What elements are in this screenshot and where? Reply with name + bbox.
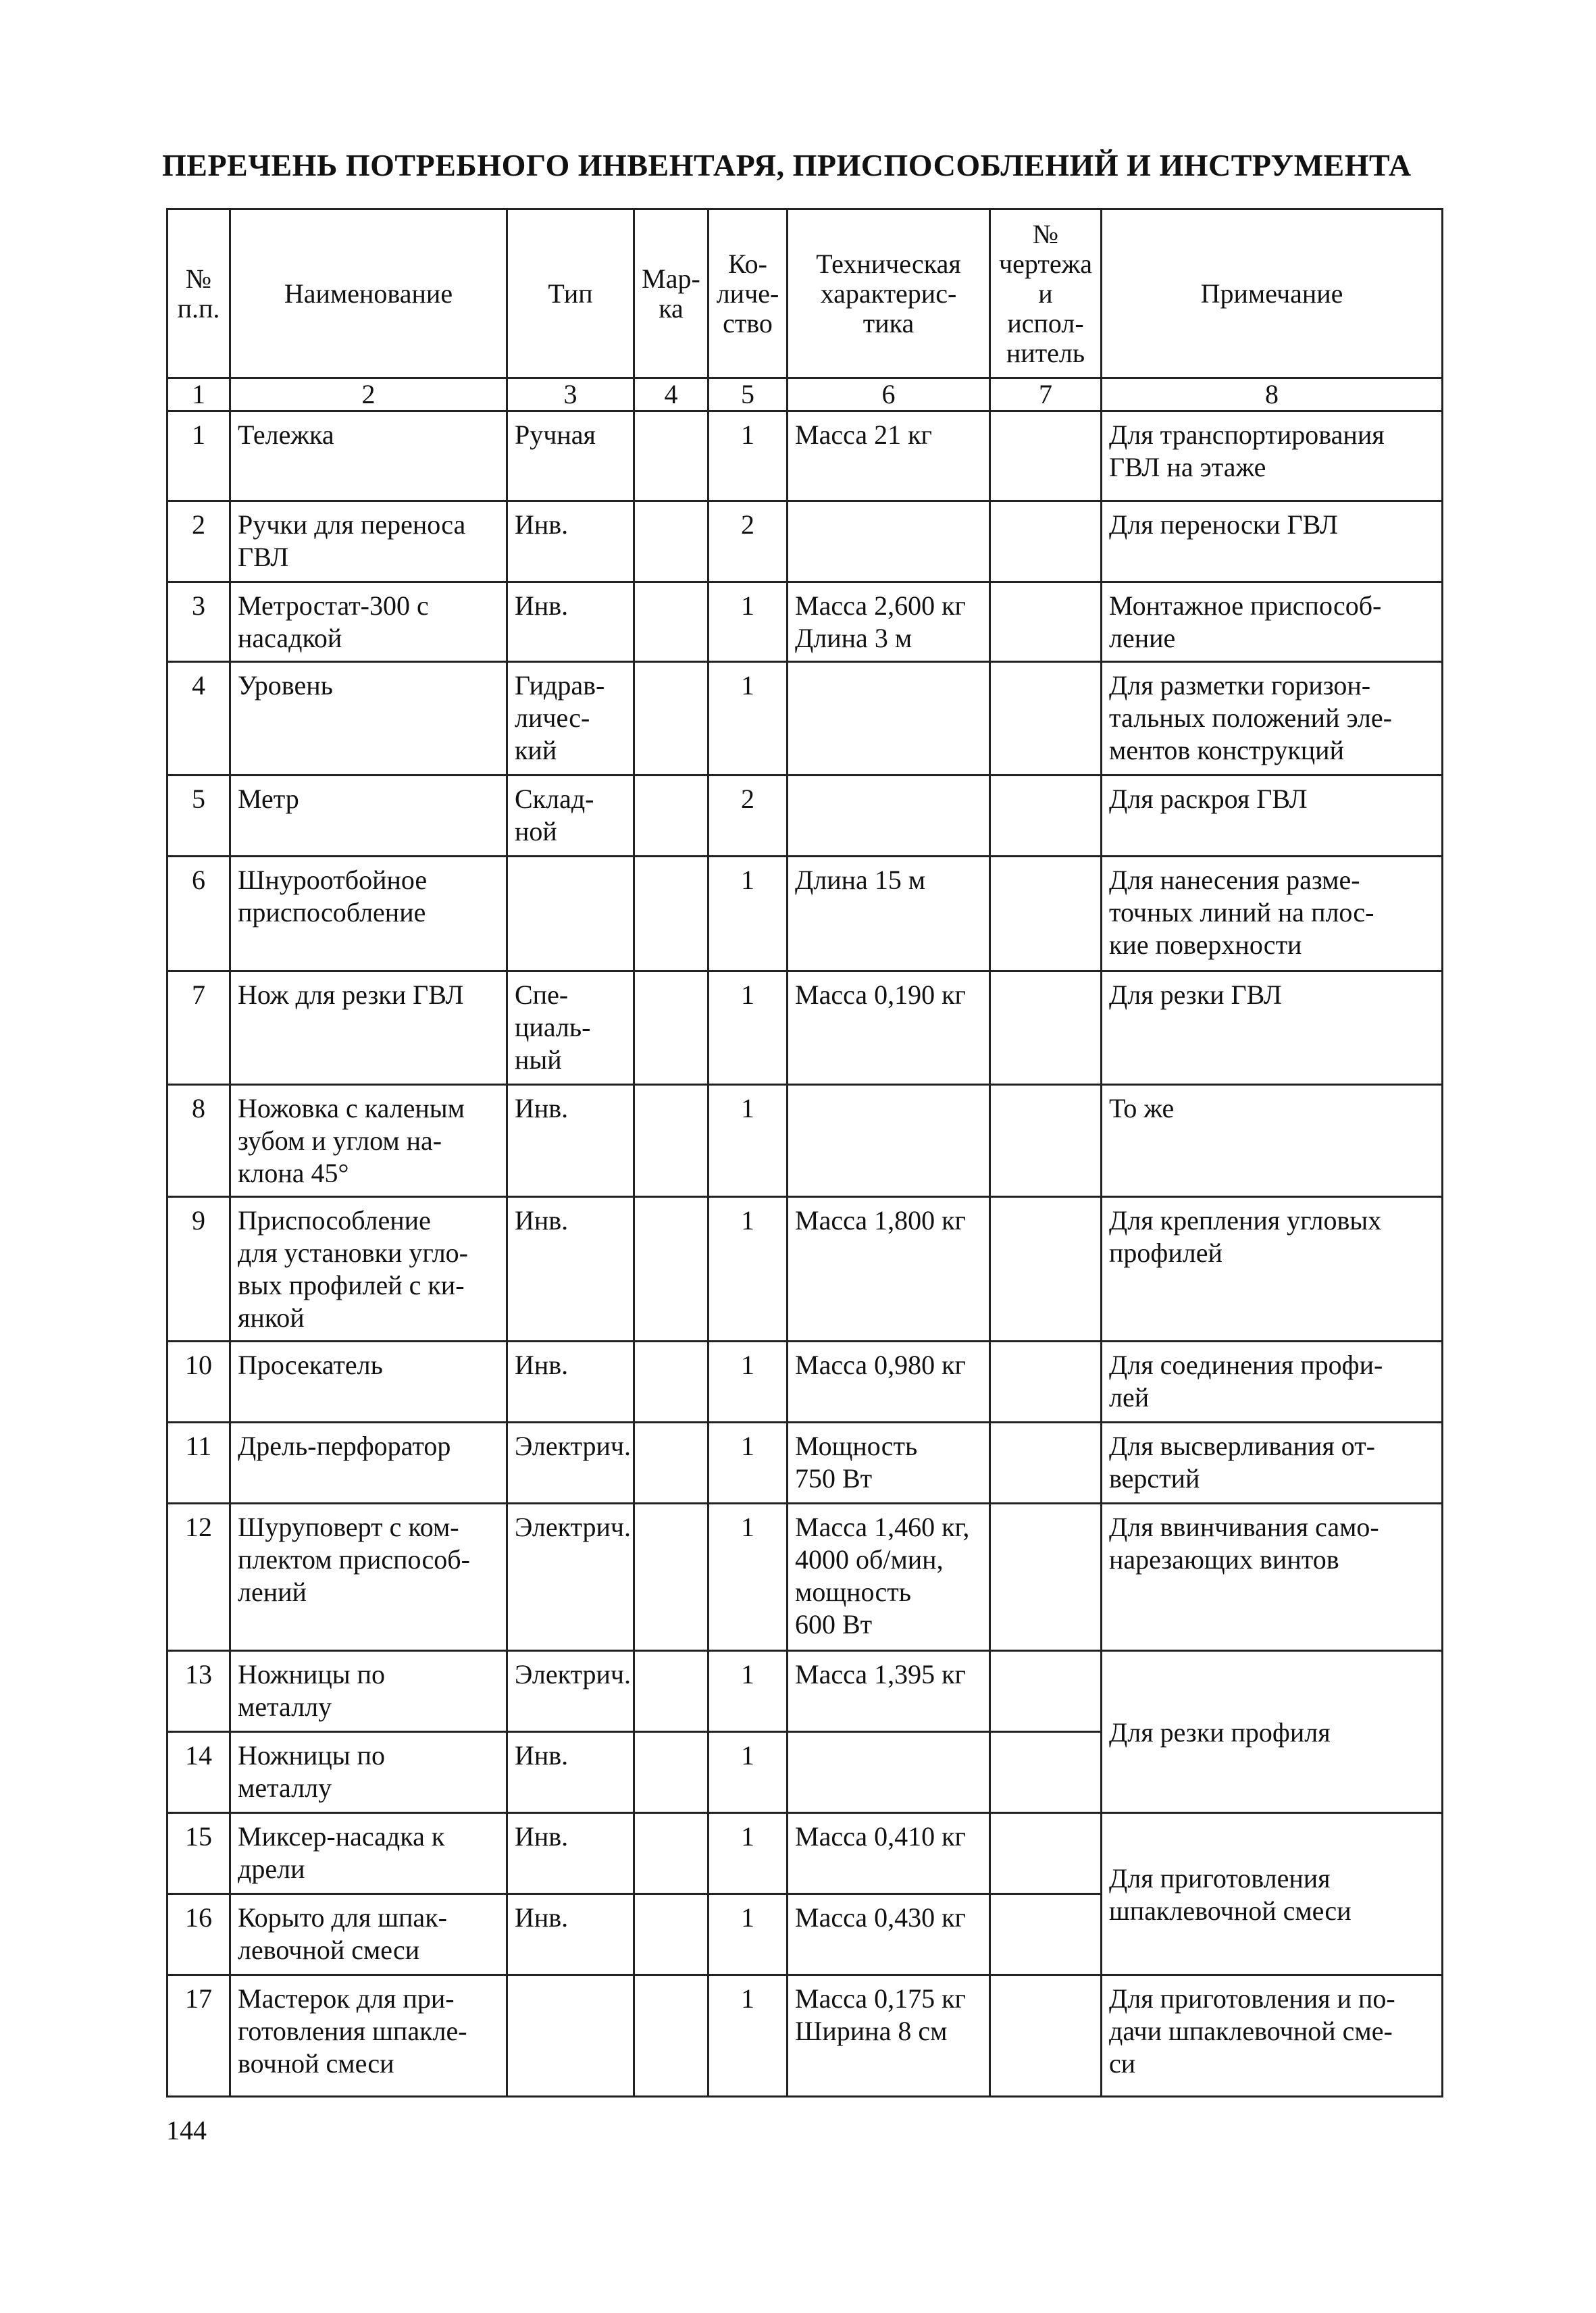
note-cell: Для приготовления и по- дачи шпаклевочной сме- си xyxy=(1102,1975,1443,2097)
tech-spec-cell: Длина 15 м xyxy=(788,857,990,971)
name-cell: Шуруповерт с ком- плектом приспособ- лений xyxy=(230,1504,507,1651)
column-number-row xyxy=(168,378,1443,411)
quantity-cell: 1 xyxy=(709,1732,788,1813)
column-number-cell: 5 xyxy=(709,378,788,411)
mark-cell xyxy=(634,1197,709,1342)
note-cell: Для переноски ГВЛ xyxy=(1102,501,1443,582)
table-row xyxy=(168,857,1443,971)
quantity-cell: 1 xyxy=(709,971,788,1085)
mark-cell xyxy=(634,1813,709,1894)
header-cell: № п.п. xyxy=(168,209,230,378)
drawing-cell xyxy=(990,776,1102,857)
name-cell: Корыто для шпак- левочной смеси xyxy=(230,1894,507,1975)
mark-cell xyxy=(634,411,709,501)
table-row xyxy=(168,411,1443,501)
tech-spec-cell: Масса 21 кг xyxy=(788,411,990,501)
row-number-cell: 6 xyxy=(168,857,230,971)
quantity-cell: 1 xyxy=(709,1342,788,1423)
tech-spec-cell: Масса 0,190 кг xyxy=(788,971,990,1085)
column-number-cell: 4 xyxy=(634,378,709,411)
drawing-cell xyxy=(990,1342,1102,1423)
table-row xyxy=(168,1813,1443,1894)
drawing-cell xyxy=(990,1975,1102,2097)
table-row xyxy=(168,582,1443,662)
mark-cell xyxy=(634,582,709,662)
quantity-cell: 1 xyxy=(709,1197,788,1342)
row-number-cell: 1 xyxy=(168,411,230,501)
page-title: ПЕРЕЧЕНЬ ПОТРЕБНОГО ИНВЕНТАРЯ, ПРИСПОСОБЛЕНИЙ И ИНСТРУМЕНТА xyxy=(162,148,1412,182)
tech-spec-cell: Масса 1,800 кг xyxy=(788,1197,990,1342)
quantity-cell: 1 xyxy=(709,411,788,501)
name-cell: Тележка xyxy=(230,411,507,501)
type-cell: Инв. xyxy=(507,1813,634,1894)
name-cell: Шнуроотбойное приспособление xyxy=(230,857,507,971)
drawing-cell xyxy=(990,1732,1102,1813)
mark-cell xyxy=(634,662,709,776)
table-row xyxy=(168,1342,1443,1423)
drawing-cell xyxy=(990,1813,1102,1894)
quantity-cell: 1 xyxy=(709,1651,788,1732)
type-cell: Инв. xyxy=(507,1894,634,1975)
mark-cell xyxy=(634,501,709,582)
name-cell: Уровень xyxy=(230,662,507,776)
quantity-cell: 1 xyxy=(709,1423,788,1504)
column-number-cell: 1 xyxy=(168,378,230,411)
tech-spec-cell: Масса 0,980 кг xyxy=(788,1342,990,1423)
drawing-cell xyxy=(990,1504,1102,1651)
note-cell: Для резки ГВЛ xyxy=(1102,971,1443,1085)
mark-cell xyxy=(634,1342,709,1423)
page-number: 144 xyxy=(166,2115,207,2145)
mark-cell xyxy=(634,1423,709,1504)
mark-cell xyxy=(634,1732,709,1813)
type-cell: Ручная xyxy=(507,411,634,501)
row-number-cell: 9 xyxy=(168,1197,230,1342)
type-cell: Спе- циаль- ный xyxy=(507,971,634,1085)
header-cell: Мар- ка xyxy=(634,209,709,378)
type-cell: Инв. xyxy=(507,1732,634,1813)
type-cell xyxy=(507,1975,634,2097)
column-number-cell: 8 xyxy=(1102,378,1443,411)
note-cell: Для соединения профи- лей xyxy=(1102,1342,1443,1423)
tech-spec-cell: Масса 1,395 кг xyxy=(788,1651,990,1732)
quantity-cell: 2 xyxy=(709,501,788,582)
type-cell: Электрич. xyxy=(507,1504,634,1651)
table-row xyxy=(168,1975,1443,2097)
drawing-cell xyxy=(990,1651,1102,1732)
quantity-cell: 1 xyxy=(709,1975,788,2097)
name-cell: Ручки для переноса ГВЛ xyxy=(230,501,507,582)
type-cell: Гидрав- личес- кий xyxy=(507,662,634,776)
quantity-cell: 1 xyxy=(709,1504,788,1651)
tech-spec-cell xyxy=(788,1732,990,1813)
column-number-cell: 2 xyxy=(230,378,507,411)
table-row xyxy=(168,971,1443,1085)
mark-cell xyxy=(634,1894,709,1975)
name-cell: Нож для резки ГВЛ xyxy=(230,971,507,1085)
mark-cell xyxy=(634,1085,709,1197)
drawing-cell xyxy=(990,1085,1102,1197)
type-cell: Инв. xyxy=(507,1197,634,1342)
row-number-cell: 15 xyxy=(168,1813,230,1894)
mark-cell xyxy=(634,971,709,1085)
name-cell: Мастерок для при- готовления шпакле- вочной смеси xyxy=(230,1975,507,2097)
quantity-cell: 1 xyxy=(709,857,788,971)
row-number-cell: 8 xyxy=(168,1085,230,1197)
header-cell: Техническая характерис- тика xyxy=(788,209,990,378)
merged-note-cell: Для приготовления шпаклевочной смеси xyxy=(1102,1813,1443,1975)
table-row xyxy=(168,662,1443,776)
drawing-cell xyxy=(990,1197,1102,1342)
type-cell: Электрич. xyxy=(507,1423,634,1504)
header-row xyxy=(168,209,1443,378)
header-cell: № чертежа и испол- нитель xyxy=(990,209,1102,378)
type-cell: Электрич. xyxy=(507,1651,634,1732)
row-number-cell: 3 xyxy=(168,582,230,662)
table-row xyxy=(168,1085,1443,1197)
name-cell: Метр xyxy=(230,776,507,857)
name-cell: Метростат-300 с насадкой xyxy=(230,582,507,662)
quantity-cell: 1 xyxy=(709,582,788,662)
header-cell: Примечание xyxy=(1102,209,1443,378)
note-cell: Для высверливания от- верстий xyxy=(1102,1423,1443,1504)
name-cell: Миксер-насадка к дрели xyxy=(230,1813,507,1894)
note-cell: Для разметки горизон- тальных положений эле- ментов конструкций xyxy=(1102,662,1443,776)
tech-spec-cell: Масса 0,410 кг xyxy=(788,1813,990,1894)
drawing-cell xyxy=(990,857,1102,971)
table-row xyxy=(168,501,1443,582)
type-cell: Инв. xyxy=(507,1085,634,1197)
quantity-cell: 1 xyxy=(709,1894,788,1975)
row-number-cell: 17 xyxy=(168,1975,230,2097)
row-number-cell: 7 xyxy=(168,971,230,1085)
mark-cell xyxy=(634,1504,709,1651)
tech-spec-cell: Масса 0,430 кг xyxy=(788,1894,990,1975)
row-number-cell: 10 xyxy=(168,1342,230,1423)
mark-cell xyxy=(634,857,709,971)
row-number-cell: 16 xyxy=(168,1894,230,1975)
drawing-cell xyxy=(990,411,1102,501)
drawing-cell xyxy=(990,582,1102,662)
drawing-cell xyxy=(990,1423,1102,1504)
table-row xyxy=(168,776,1443,857)
note-cell: Для нанесения разме- точных линий на плос- кие поверхности xyxy=(1102,857,1443,971)
name-cell: Ножницы по металлу xyxy=(230,1651,507,1732)
column-number-cell: 7 xyxy=(990,378,1102,411)
name-cell: Приспособление для установки угло- вых профилей с ки- янкой xyxy=(230,1197,507,1342)
name-cell: Ножницы по металлу xyxy=(230,1732,507,1813)
tech-spec-cell xyxy=(788,501,990,582)
table-row xyxy=(168,1423,1443,1504)
note-cell: Для раскроя ГВЛ xyxy=(1102,776,1443,857)
tech-spec-cell xyxy=(788,776,990,857)
tech-spec-cell: Масса 0,175 кг Ширина 8 см xyxy=(788,1975,990,2097)
drawing-cell xyxy=(990,971,1102,1085)
row-number-cell: 4 xyxy=(168,662,230,776)
column-number-cell: 3 xyxy=(507,378,634,411)
table-row xyxy=(168,1651,1443,1732)
tech-spec-cell: Масса 2,600 кг Длина 3 м xyxy=(788,582,990,662)
mark-cell xyxy=(634,776,709,857)
type-cell: Склад- ной xyxy=(507,776,634,857)
mark-cell xyxy=(634,1975,709,2097)
note-cell: Монтажное приспособ- ление xyxy=(1102,582,1443,662)
name-cell: Ножовка с каленым зубом и углом на- клона 45° xyxy=(230,1085,507,1197)
mark-cell xyxy=(634,1651,709,1732)
name-cell: Просекатель xyxy=(230,1342,507,1423)
row-number-cell: 12 xyxy=(168,1504,230,1651)
drawing-cell xyxy=(990,501,1102,582)
inventory-table xyxy=(166,208,1443,2098)
table-row xyxy=(168,1197,1443,1342)
tech-spec-cell: Масса 1,460 кг, 4000 об/мин, мощность 600 Вт xyxy=(788,1504,990,1651)
type-cell xyxy=(507,857,634,971)
drawing-cell xyxy=(990,1894,1102,1975)
note-cell: Для транспортирования ГВЛ на этаже xyxy=(1102,411,1443,501)
header-cell: Ко- личе- ство xyxy=(709,209,788,378)
type-cell: Инв. xyxy=(507,501,634,582)
tech-spec-cell: Мощность 750 Вт xyxy=(788,1423,990,1504)
column-number-cell: 6 xyxy=(788,378,990,411)
row-number-cell: 11 xyxy=(168,1423,230,1504)
row-number-cell: 2 xyxy=(168,501,230,582)
type-cell: Инв. xyxy=(507,1342,634,1423)
quantity-cell: 1 xyxy=(709,1085,788,1197)
quantity-cell: 1 xyxy=(709,1813,788,1894)
header-cell: Тип xyxy=(507,209,634,378)
row-number-cell: 14 xyxy=(168,1732,230,1813)
quantity-cell: 2 xyxy=(709,776,788,857)
name-cell: Дрель-перфоратор xyxy=(230,1423,507,1504)
table-row xyxy=(168,1504,1443,1651)
row-number-cell: 13 xyxy=(168,1651,230,1732)
type-cell: Инв. xyxy=(507,582,634,662)
quantity-cell: 1 xyxy=(709,662,788,776)
note-cell: То же xyxy=(1102,1085,1443,1197)
row-number-cell: 5 xyxy=(168,776,230,857)
note-cell: Для ввинчивания само- нарезающих винтов xyxy=(1102,1504,1443,1651)
note-cell: Для крепления угловых профилей xyxy=(1102,1197,1443,1342)
tech-spec-cell xyxy=(788,662,990,776)
drawing-cell xyxy=(990,662,1102,776)
header-cell: Наименование xyxy=(230,209,507,378)
merged-note-cell: Для резки профиля xyxy=(1102,1651,1443,1813)
tech-spec-cell xyxy=(788,1085,990,1197)
